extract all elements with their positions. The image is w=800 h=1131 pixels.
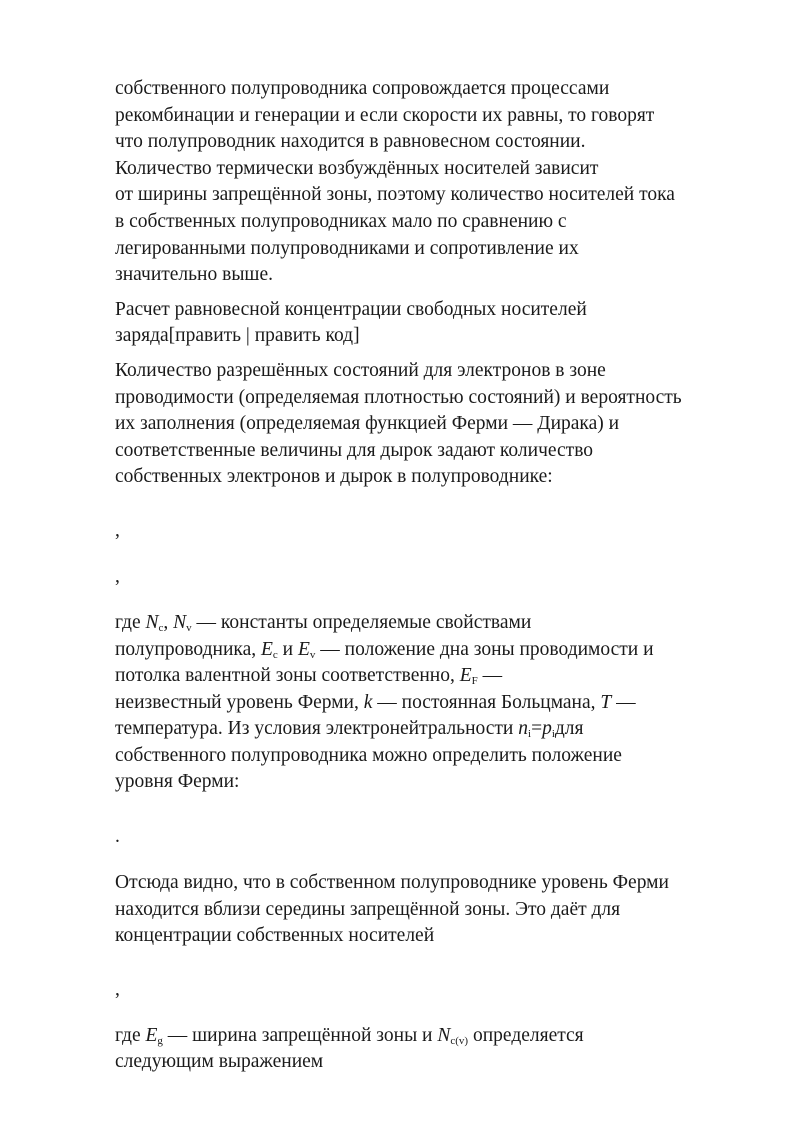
text-line: проводимости (определяемая плотностью состояний) и вероятность — [115, 386, 682, 408]
text-line: концентрации собственных носителей — [115, 925, 435, 947]
text-line: Количество разрешённых состояний для электронов в зоне — [115, 359, 606, 381]
symbol-T: T — [600, 691, 612, 713]
text-fragment: для — [554, 718, 584, 740]
text-line: их заполнения (определяемая функцией Ферми — Дирака) и — [115, 413, 620, 435]
text-line: Отсюда видно, что в собственном полупроводнике уровень Ферми — [115, 872, 669, 894]
text-fragment: — положение дна зоны проводимости и — [315, 638, 654, 660]
text-line — [115, 690, 755, 717]
heading-text: заряда — [115, 325, 169, 347]
paragraph-constants — [115, 610, 755, 796]
paragraph-conclusion — [115, 870, 755, 950]
text-line: в собственных полупроводниках мало по сравнению с — [115, 210, 567, 232]
formula-electrons: , — [115, 519, 120, 541]
subscript: v — [186, 621, 192, 634]
subscript: v — [309, 648, 316, 661]
text-fragment: потолка валентной зоны соответственно, — [115, 665, 460, 687]
text-fragment: неизвестный уровень Ферми, — [115, 691, 364, 713]
formula-fermi-level: . — [115, 826, 120, 848]
text-fragment: = — [531, 718, 543, 740]
text-fragment: — — [477, 665, 503, 687]
subscript: c — [158, 621, 164, 634]
text-fragment: где — [115, 1024, 146, 1046]
text-line: собственного полупроводника можно определить положение — [115, 744, 622, 766]
text-line: рекомбинации и генерации и если скорости их равны, то говорят — [115, 104, 655, 126]
symbol-pi: p — [542, 718, 552, 740]
text-line: находится вблизи середины запрещённой зоны. Это даёт для — [115, 898, 621, 920]
text-line: следующим выражением — [115, 1051, 324, 1073]
text-fragment: — — [611, 691, 636, 713]
text-line: уровня Ферми: — [115, 771, 240, 793]
subscript: c(v) — [450, 1034, 469, 1047]
text-line: Количество термически возбуждённых носителей зависит — [115, 157, 599, 179]
text-fragment: определяется — [468, 1024, 584, 1046]
symbol-EF: E — [459, 665, 472, 687]
text-fragment: полупроводника, — [115, 638, 261, 660]
symbol-Ncv: N — [437, 1024, 451, 1046]
subscript: i — [551, 728, 555, 741]
text-line: легированными полупроводниками и сопротивление их — [115, 237, 579, 259]
text-fragment: где — [115, 611, 146, 633]
paragraph-equilibrium — [115, 76, 755, 289]
text-line — [115, 1023, 755, 1050]
text-line: что полупроводник находится в равновесном состоянии. — [115, 131, 586, 153]
paragraph-bandgap — [115, 1023, 755, 1076]
subscript: g — [157, 1034, 163, 1047]
formula-intrinsic-concentration: , — [115, 978, 120, 1000]
symbol-Ev: E — [297, 638, 310, 660]
symbol-Ec: E — [260, 638, 273, 660]
subscript: i — [528, 728, 532, 741]
symbol-Nc: N — [145, 611, 159, 633]
paragraph-states — [115, 358, 755, 491]
subscript: F — [471, 675, 478, 688]
symbol-ni: n — [518, 718, 528, 740]
text-line — [115, 716, 755, 743]
document-page — [115, 76, 755, 1084]
subscript: c — [272, 648, 278, 661]
text-fragment: и — [277, 638, 298, 660]
section-heading — [115, 297, 755, 350]
text-line: собственных электронов и дырок в полупроводнике: — [115, 466, 553, 488]
text-line: соответственные величины для дырок задают количество — [115, 439, 594, 461]
text-fragment: — ширина запрещённой зоны и — [162, 1024, 438, 1046]
text-line — [115, 610, 755, 637]
heading-line: Расчет равновесной концентрации свободных носителей — [115, 298, 587, 320]
symbol-Nv: N — [173, 611, 187, 633]
text-fragment: — постоянная Больцмана, — [372, 691, 601, 713]
text-line: значительно выше. — [115, 264, 273, 286]
text-line — [115, 637, 755, 664]
text-line: от ширины запрещённой зоны, поэтому количество носителей тока — [115, 184, 675, 206]
formula-holes: , — [115, 565, 120, 587]
text-fragment: температура. Из условия электронейтральности — [115, 718, 519, 740]
text-fragment: , — [163, 611, 174, 633]
heading-line — [115, 323, 755, 350]
edit-links[interactable]: [править | править код] — [168, 325, 360, 347]
symbol-Eg: E — [145, 1024, 158, 1046]
text-line — [115, 663, 755, 690]
text-line: собственного полупроводника сопровождается процессами — [115, 78, 610, 99]
symbol-k: k — [363, 691, 373, 713]
text-fragment: — константы определяемые свойствами — [191, 611, 532, 633]
